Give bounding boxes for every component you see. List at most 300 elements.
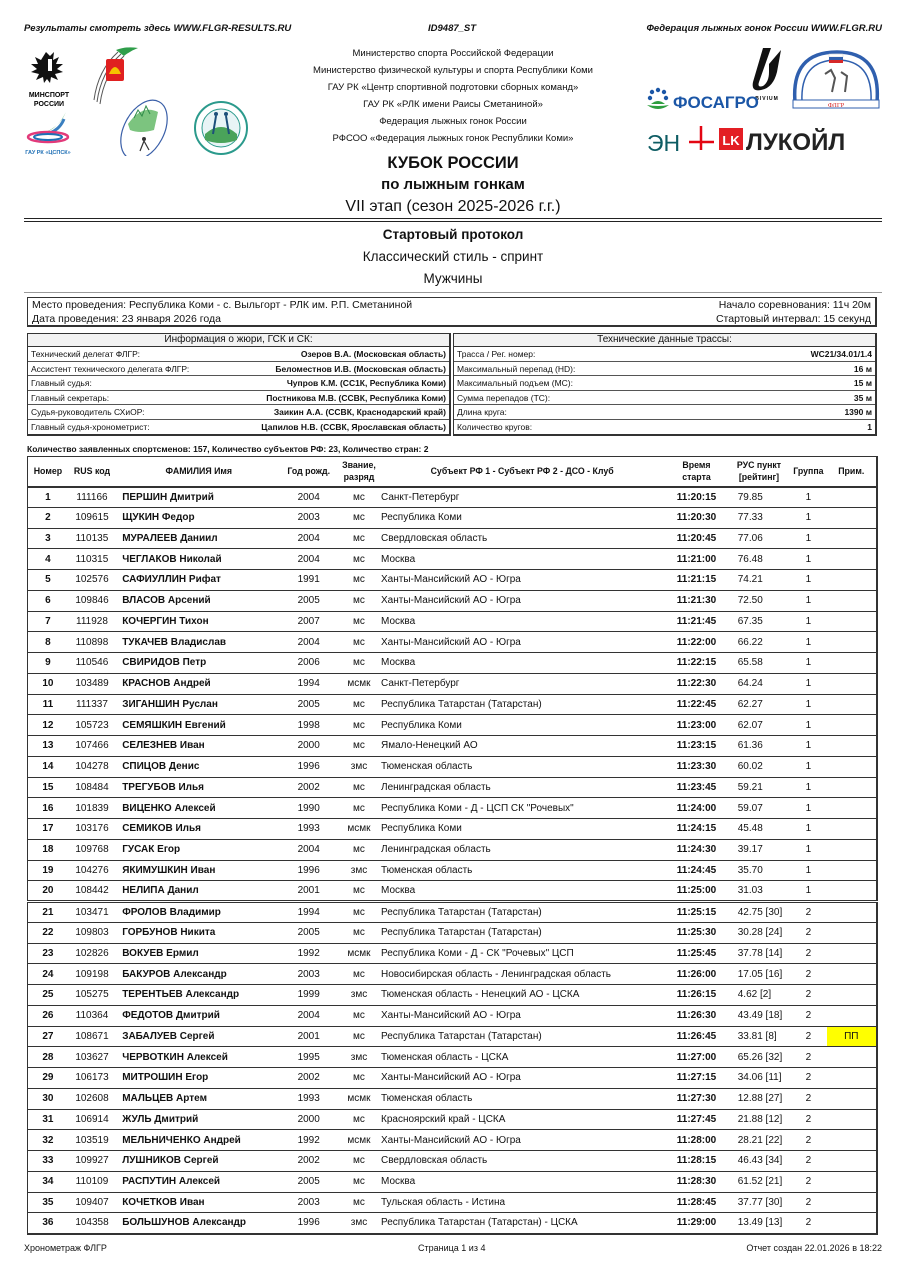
table-row [28,1213,878,1234]
cell-start-time: 11:25:30 [665,922,727,943]
cell-note: ПП [827,1026,877,1047]
cell-rank: мс [340,715,378,736]
cell-number: 28 [28,1047,68,1068]
cell-rank: мс [340,736,378,757]
cell-birth-year: 1994 [277,673,339,694]
cell-group: 1 [790,653,826,674]
cell-note [827,1005,877,1026]
cell-region: Республика Татарстан (Татарстан) [378,922,665,943]
cell-number: 26 [28,1005,68,1026]
cell-note [827,673,877,694]
track-value: WC21/34.01/1.4 [810,349,872,359]
col-region: Субъект РФ 1 - Субъект РФ 2 - ДСО - Клуб [378,457,665,487]
cell-birth-year: 2005 [277,1171,339,1192]
cell-birth-year: 1992 [277,1130,339,1151]
cell-region: Ханты-Мансийский АО - Югра [378,590,665,611]
track-row [454,405,875,420]
federation-link[interactable]: Федерация лыжных гонок России WWW.FLGR.RU [646,23,882,34]
cell-group: 1 [790,694,826,715]
table-row [28,985,878,1006]
subtitle-divider [24,292,882,293]
table-row [28,590,878,611]
cell-rus-points: 33.81 [8] [728,1026,790,1047]
cell-region: Тюменская область [378,1088,665,1109]
cell-rus-code: 110315 [68,549,116,570]
track-label: Количество кругов: [457,421,533,432]
cell-region: Москва [378,611,665,632]
cell-start-time: 11:22:15 [665,653,727,674]
cell-region: Тюменская область - ЦСКА [378,1047,665,1068]
flgr-logo [793,52,879,109]
cell-name: ЗИГАНШИН Руслан [116,694,277,715]
cell-number: 10 [28,673,68,694]
cell-rus-code: 102608 [68,1088,116,1109]
cell-group: 1 [790,549,826,570]
start-list-table [27,456,878,1235]
cell-rank: мс [340,611,378,632]
cell-note [827,1088,877,1109]
cell-start-time: 11:24:30 [665,839,727,860]
cell-region: Республика Коми [378,715,665,736]
table-header-row [28,457,878,487]
cell-start-time: 11:21:45 [665,611,727,632]
cell-group: 2 [790,1213,826,1234]
cell-name: МЕЛЬНИЧЕНКО Андрей [116,1130,277,1151]
cell-birth-year: 2004 [277,549,339,570]
venue-date: Дата проведения: 23 января 2026 года [32,312,221,325]
col-rus-line2: [рейтинг] [738,472,780,483]
cell-note [827,860,877,881]
cell-name: НЕЛИПА Данил [116,881,277,902]
cell-name: ТРЕГУБОВ Илья [116,777,277,798]
cell-rus-points: 28.21 [22] [728,1130,790,1151]
cell-name: КОЧЕРГИН Тихон [116,611,277,632]
cell-group: 2 [790,902,826,923]
jury-value: Заикин А.А. (ССВК, Краснодарский край) [273,407,446,418]
cell-name: ВОКУЕВ Ермил [116,943,277,964]
category: Мужчины [423,271,483,286]
cell-start-time: 11:22:00 [665,632,727,653]
cell-birth-year: 2006 [277,653,339,674]
cell-number: 33 [28,1151,68,1172]
cell-number: 11 [28,694,68,715]
cell-start-time: 11:24:00 [665,798,727,819]
cell-name: МИТРОШИН Егор [116,1068,277,1089]
cell-group: 1 [790,590,826,611]
cell-birth-year: 2002 [277,1151,339,1172]
table-row [28,860,878,881]
cell-note [827,570,877,591]
svg-text:LK: LK [722,133,740,148]
cell-start-time: 11:26:30 [665,1005,727,1026]
cell-birth-year: 1996 [277,756,339,777]
cell-birth-year: 1995 [277,1047,339,1068]
cell-group: 1 [790,736,826,757]
cell-number: 17 [28,819,68,840]
cell-rus-points: 45.48 [728,819,790,840]
cell-note [827,1171,877,1192]
organizers-list [260,45,646,147]
cell-number: 5 [28,570,68,591]
cell-rus-code: 109198 [68,964,116,985]
cell-rank: мс [340,1068,378,1089]
cell-rus-code: 108442 [68,881,116,902]
cell-rus-code: 103489 [68,673,116,694]
cell-name: КРАСНОВ Андрей [116,673,277,694]
results-link[interactable]: Результаты смотреть здесь WWW.FLGR-RESULTS.RU [24,23,292,34]
organizer: Министерство спорта Российской Федерации [352,48,554,59]
cell-name: ЧЕГЛАКОВ Николай [116,549,277,570]
cell-rus-code: 104358 [68,1213,116,1234]
cell-region: Санкт-Петербург [378,487,665,508]
cell-start-time: 11:24:15 [665,819,727,840]
cell-rus-points: 42.75 [30] [728,902,790,923]
cell-birth-year: 2004 [277,487,339,508]
table-row [28,881,878,902]
jury-row [28,362,449,377]
cell-start-time: 11:23:00 [665,715,727,736]
jury-row [28,347,449,362]
cell-rank: мсмк [340,943,378,964]
cell-birth-year: 2002 [277,777,339,798]
cell-note [827,694,877,715]
cell-group: 2 [790,1005,826,1026]
cell-group: 2 [790,1088,826,1109]
cell-start-time: 11:26:45 [665,1026,727,1047]
table-row [28,1151,878,1172]
cell-start-time: 11:23:45 [665,777,727,798]
jury-row [28,391,449,406]
cell-group: 2 [790,922,826,943]
cell-region: Москва [378,549,665,570]
cell-rus-code: 104276 [68,860,116,881]
cell-birth-year: 1994 [277,902,339,923]
cell-birth-year: 1996 [277,1213,339,1234]
cell-name: КОЧЕТКОВ Иван [116,1192,277,1213]
organizer: РФСОО «Федерация лыжных гонок Республики Коми» [332,133,574,144]
title-sport: по лыжным гонкам [381,176,525,193]
cell-group: 2 [790,1047,826,1068]
protocol-type: Стартовый протокол [382,227,524,242]
cell-rank: мс [340,1192,378,1213]
table-row [28,1109,878,1130]
cell-number: 8 [28,632,68,653]
cell-region: Свердловская область [378,1151,665,1172]
cell-rus-code: 107466 [68,736,116,757]
cell-name: ВЛАСОВ Арсений [116,590,277,611]
jury-row [28,405,449,420]
cell-number: 36 [28,1213,68,1234]
cell-rank: мс [340,1026,378,1047]
table-row [28,570,878,591]
cell-rank: мс [340,902,378,923]
cell-birth-year: 2004 [277,528,339,549]
cell-birth-year: 1999 [277,985,339,1006]
cell-number: 9 [28,653,68,674]
cell-region: Москва [378,1171,665,1192]
cell-region: Ханты-Мансийский АО - Югра [378,570,665,591]
cell-rank: мс [340,777,378,798]
cell-start-time: 11:22:45 [665,694,727,715]
table-row [28,715,878,736]
cell-rank: мс [340,487,378,508]
protocol-subtitle [0,224,906,290]
cell-rus-code: 102826 [68,943,116,964]
cell-name: МУРАЛЕЕВ Даниил [116,528,277,549]
cell-region: Республика Татарстан (Татарстан) [378,694,665,715]
cell-name: ГОРБУНОВ Никита [116,922,277,943]
table-row [28,673,878,694]
cell-rus-code: 110546 [68,653,116,674]
cell-rus-points: 46.43 [34] [728,1151,790,1172]
track-label: Трасса / Рег. номер: [457,349,536,359]
cell-rus-code: 109407 [68,1192,116,1213]
cell-rus-points: 77.33 [728,507,790,528]
cell-note [827,507,877,528]
cell-rank: мс [340,1151,378,1172]
cell-start-time: 11:28:45 [665,1192,727,1213]
cell-name: СЕЛЕЗНЕВ Иван [116,736,277,757]
cell-number: 12 [28,715,68,736]
cell-number: 22 [28,922,68,943]
cell-rank: мс [340,1005,378,1026]
cell-note [827,611,877,632]
top-header-line [0,23,906,37]
cell-birth-year: 1990 [277,798,339,819]
cell-rus-points: 74.21 [728,570,790,591]
cell-rus-code: 103519 [68,1130,116,1151]
cell-name: ФЕДОТОВ Дмитрий [116,1005,277,1026]
track-row [454,376,875,391]
cell-name: САФИУЛЛИН Рифат [116,570,277,591]
cell-note [827,819,877,840]
cell-rus-points: 79.85 [728,487,790,508]
table-row [28,549,878,570]
cell-number: 14 [28,756,68,777]
cell-note [827,839,877,860]
cell-rank: мсмк [340,819,378,840]
cell-rus-code: 110135 [68,528,116,549]
cell-number: 1 [28,487,68,508]
table-body [28,487,878,1234]
cell-region: Ленинградская область [378,839,665,860]
cell-birth-year: 2000 [277,736,339,757]
cell-note [827,1213,877,1234]
track-label: Максимальный перепад (HD): [457,363,576,374]
cell-rus-code: 111928 [68,611,116,632]
cell-note [827,1047,877,1068]
cell-name: ТЕРЕНТЬЕВ Александр [116,985,277,1006]
cell-rus-points: 76.48 [728,549,790,570]
col-time-line2: старта [682,472,711,483]
cell-rus-points: 66.22 [728,632,790,653]
cell-note [827,590,877,611]
discipline: Классический стиль - спринт [362,249,544,264]
cell-group: 2 [790,985,826,1006]
cell-rank: мс [340,507,378,528]
track-row [454,362,875,377]
cell-group: 2 [790,1130,826,1151]
cell-rank: змс [340,860,378,881]
cell-group: 1 [790,756,826,777]
cell-start-time: 11:26:00 [665,964,727,985]
cell-birth-year: 2003 [277,964,339,985]
cell-start-time: 11:21:15 [665,570,727,591]
organizer: Федерация лыжных гонок России [379,116,527,127]
organizer: ГАУ РК «Центр спортивной подготовки сборных команд» [327,82,579,93]
cell-rus-code: 109803 [68,922,116,943]
table-row [28,756,878,777]
cell-note [827,653,877,674]
cell-note [827,881,877,902]
cell-group: 1 [790,570,826,591]
col-rus-line1: РУС пункт [736,460,782,471]
cell-region: Тюменская область [378,860,665,881]
title-cup: КУБОК РОССИИ [387,154,519,172]
cell-region: Республика Коми [378,819,665,840]
cell-number: 15 [28,777,68,798]
cell-rus-points: 21.88 [12] [728,1109,790,1130]
cell-group: 2 [790,1151,826,1172]
smetanina-rlk-logo [195,102,247,154]
cell-note [827,1192,877,1213]
cell-rank: мс [340,528,378,549]
cell-number: 7 [28,611,68,632]
table-row [28,1192,878,1213]
cell-name: ПЕРШИН Дмитрий [116,487,277,508]
table-row [28,922,878,943]
cell-name: ЛУШНИКОВ Сергей [116,1151,277,1172]
track-row [454,391,875,406]
cell-start-time: 11:25:45 [665,943,727,964]
track-value: 1 [867,421,872,432]
entry-counts: Количество заявленных спортсменов: 157, Количество субъектов РФ: 23, Количество стран: 2 [27,444,429,454]
cell-birth-year: 2004 [277,839,339,860]
venue-place: Место проведения: Республика Коми - с. Выльгорт - РЛК им. Р.П. Сметаниной [32,299,413,311]
cell-birth-year: 2002 [277,1068,339,1089]
table-row [28,777,878,798]
cell-birth-year: 2001 [277,881,339,902]
cell-birth-year: 2005 [277,694,339,715]
cell-rus-code: 102576 [68,570,116,591]
cell-group: 1 [790,611,826,632]
venue-info [27,297,877,327]
cell-rank: мс [340,570,378,591]
table-row [28,653,878,674]
col-rank-line2: разряд [343,472,375,483]
cell-birth-year: 2004 [277,1005,339,1026]
cell-group: 1 [790,798,826,819]
cell-name: РАСПУТИН Алексей [116,1171,277,1192]
title-divider [24,218,882,222]
cell-rus-points: 30.28 [24] [728,922,790,943]
page-number: Страница 1 из 4 [418,1243,486,1253]
cell-rus-points: 65.26 [32] [728,1047,790,1068]
cell-number: 29 [28,1068,68,1089]
cell-number: 21 [28,902,68,923]
jury-value: Чупров К.М. (СС1К, Республика Коми) [286,378,446,389]
cell-region: Свердловская область [378,528,665,549]
cell-note [827,549,877,570]
start-interval: Стартовый интервал: 15 секунд [715,312,871,325]
cell-rank: мс [340,1109,378,1130]
cell-number: 23 [28,943,68,964]
cell-rus-code: 105275 [68,985,116,1006]
cell-rus-points: 62.27 [728,694,790,715]
cell-region: Республика Татарстан (Татарстан) [378,1026,665,1047]
jury-label: Технический делегат ФЛГР: [31,349,140,359]
cell-note [827,964,877,985]
cell-rus-points: 72.50 [728,590,790,611]
cell-birth-year: 2007 [277,611,339,632]
track-info [453,333,877,436]
cell-rus-code: 109927 [68,1151,116,1172]
table-row [28,736,878,757]
cell-rus-points: 31.03 [728,881,790,902]
cell-number: 24 [28,964,68,985]
cell-region: Ханты-Мансийский АО - Югра [378,1068,665,1089]
cell-note [827,1130,877,1151]
cell-group: 1 [790,819,826,840]
cell-start-time: 11:28:15 [665,1151,727,1172]
cell-number: 3 [28,528,68,549]
cell-group: 2 [790,964,826,985]
cell-group: 1 [790,860,826,881]
cell-group: 1 [790,881,826,902]
cell-rank: змс [340,756,378,777]
cell-rank: мс [340,590,378,611]
cell-start-time: 11:27:30 [665,1088,727,1109]
col-rank-line1: Звание, [342,460,376,471]
cell-rus-points: 65.58 [728,653,790,674]
cell-birth-year: 1992 [277,943,339,964]
jury-row [28,420,449,435]
cell-name: ГУСАК Егор [116,839,277,860]
cell-rus-points: 60.02 [728,756,790,777]
cell-start-time: 11:20:30 [665,507,727,528]
cell-rank: мсмк [340,673,378,694]
cell-start-time: 11:20:15 [665,487,727,508]
cell-note [827,756,877,777]
cell-group: 1 [790,632,826,653]
cell-region: Республика Коми - Д - ЦСП СК "Рочевых" [378,798,665,819]
cell-note [827,632,877,653]
cell-number: 34 [28,1171,68,1192]
cell-region: Ленинградская область [378,777,665,798]
cell-note [827,902,877,923]
col-time-line1: Время [682,460,711,471]
flgr-label: ФЛГР [827,102,845,109]
jury-label: Ассистент технического делегата ФЛГР: [31,363,190,374]
cell-rus-code: 103471 [68,902,116,923]
cell-birth-year: 2001 [277,1026,339,1047]
minsport-label-2: РОССИИ [33,101,65,108]
cell-name: ВИЦЕНКО Алексей [116,798,277,819]
cell-name: БАКУРОВ Александр [116,964,277,985]
cell-group: 2 [790,1171,826,1192]
cell-number: 18 [28,839,68,860]
cell-rus-code: 110364 [68,1005,116,1026]
bivium-label: BIVIUM [755,96,779,102]
cell-start-time: 11:23:15 [665,736,727,757]
cell-rus-points: 59.21 [728,777,790,798]
cell-group: 1 [790,507,826,528]
cell-note [827,715,877,736]
cell-name: БОЛЬШУНОВ Александр [116,1213,277,1234]
col-rank [340,457,378,487]
track-value: 1390 м [844,407,872,418]
cell-number: 20 [28,881,68,902]
